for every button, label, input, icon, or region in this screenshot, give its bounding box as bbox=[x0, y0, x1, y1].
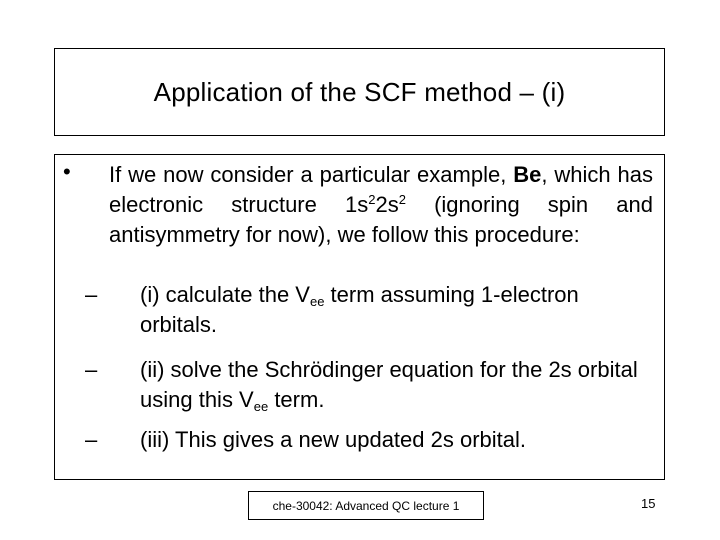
dash-marker: – bbox=[85, 427, 98, 452]
sub-item-text-end: term assuming 1-electron orbitals. bbox=[140, 282, 579, 337]
sub-item-3 bbox=[85, 425, 660, 455]
title-box bbox=[54, 48, 665, 136]
sub-item-text: (iii) This gives a new updated 2s orbital. bbox=[140, 427, 527, 452]
paragraph-text-1: If we now consider a particular example, bbox=[109, 162, 514, 187]
paragraph-bold-be: Be bbox=[513, 162, 542, 187]
paragraph-text-4: (ignoring spin and antisymmetry for now), we follow this procedure: bbox=[109, 192, 653, 247]
dash-marker: – bbox=[85, 282, 98, 307]
slide-title: Application of the SCF method – (i) bbox=[153, 76, 566, 107]
content-box bbox=[54, 154, 665, 480]
sub-item-2 bbox=[85, 355, 660, 415]
sub-item-subscript: ee bbox=[309, 294, 325, 309]
page-number: 15 bbox=[641, 496, 656, 511]
bullet-paragraph bbox=[109, 160, 653, 250]
bullet-marker: • bbox=[63, 159, 71, 184]
paragraph-superscript-2: 2 bbox=[398, 192, 406, 207]
sub-item-subscript: ee bbox=[253, 399, 269, 414]
paragraph-superscript-1: 2 bbox=[368, 192, 376, 207]
paragraph-text-3: 2s bbox=[375, 192, 399, 217]
sub-item-1 bbox=[85, 280, 660, 340]
paragraph-text-2: , which has electronic structure 1s bbox=[109, 162, 653, 217]
sub-item-text: (i) calculate the V bbox=[140, 282, 310, 307]
footer-box bbox=[248, 491, 484, 520]
sub-item-text: (ii) solve the Schrödinger equation for the 2s orbital using this V bbox=[140, 357, 638, 412]
footer-text: che-30042: Advanced QC lecture 1 bbox=[272, 498, 460, 513]
sub-item-text-end: term. bbox=[268, 387, 325, 412]
dash-marker: – bbox=[85, 357, 98, 382]
